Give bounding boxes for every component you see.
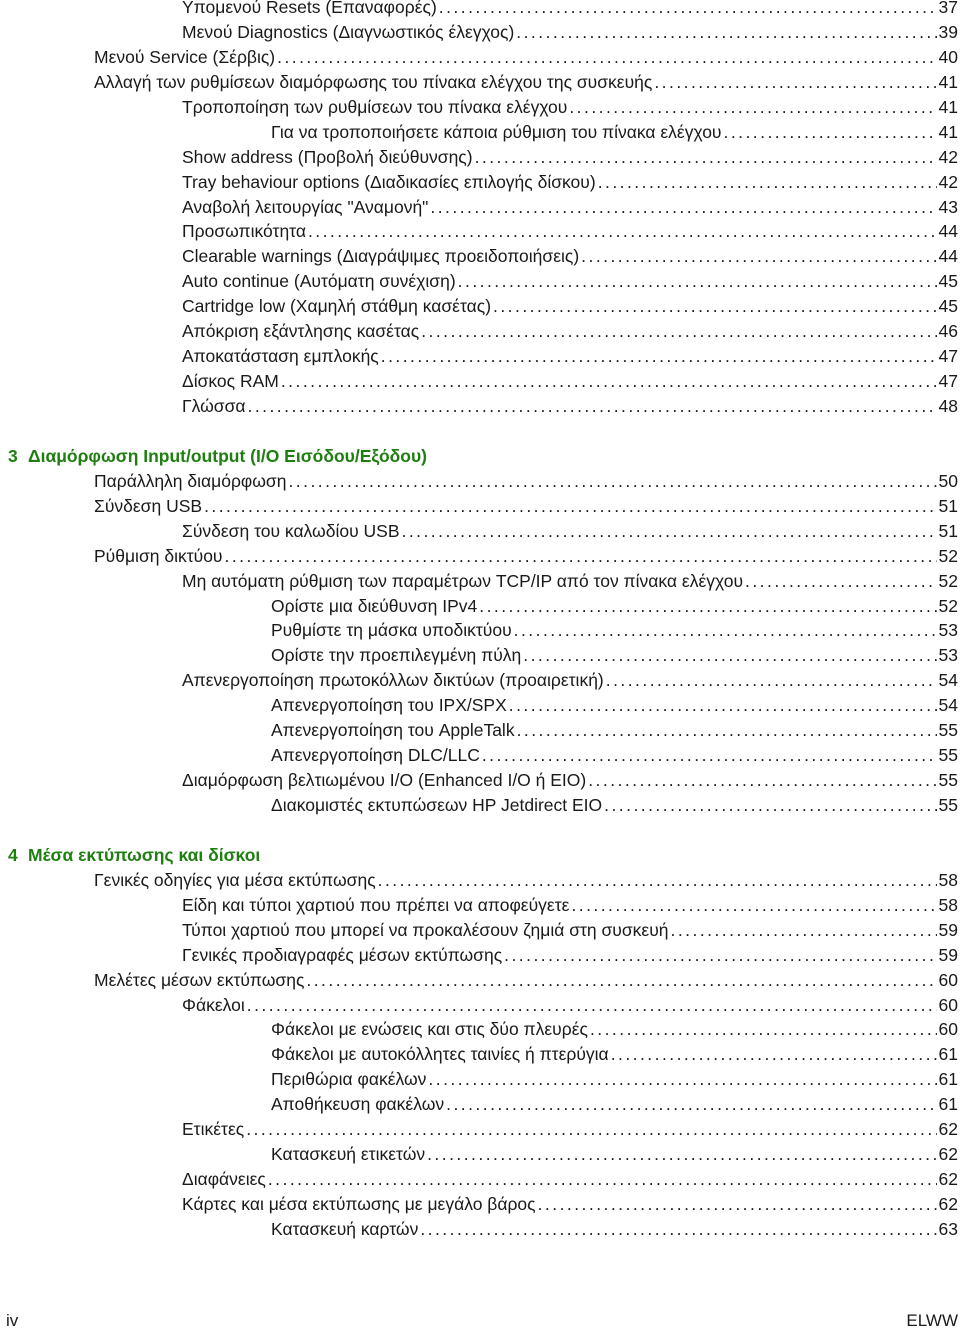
dot-leader — [430, 195, 936, 220]
toc-entry-page: 54 — [938, 670, 958, 691]
dot-leader — [378, 868, 937, 893]
section-gap — [0, 419, 960, 444]
dot-leader — [571, 893, 936, 918]
toc-entry-page: 62 — [938, 1169, 958, 1190]
toc-entry[interactable] — [0, 294, 960, 319]
toc-entry-page: 55 — [938, 795, 958, 815]
toc-entry-page: 62 — [938, 1194, 958, 1214]
toc-entry-title: Ρυθμίστε τη μάσκα υποδικτύου — [271, 620, 512, 641]
toc-entry-title: Κάρτες και μέσα εκτύπωσης με μεγάλο βάρος — [182, 1194, 536, 1214]
toc-entry[interactable] — [0, 718, 960, 743]
dot-leader — [479, 594, 936, 619]
toc-entry-title: Διαμόρφωση βελτιωμένου I/O (Enhanced I/O ή EIO) — [182, 770, 587, 791]
toc-entry[interactable] — [0, 893, 960, 918]
toc-entry[interactable] — [0, 1042, 960, 1067]
toc-entry-page: 61 — [938, 1069, 958, 1090]
toc-entry[interactable] — [0, 544, 960, 569]
toc-entry[interactable] — [0, 569, 960, 594]
toc-entry[interactable] — [0, 494, 960, 519]
toc-entry[interactable] — [0, 369, 960, 394]
toc-entry-page: 45 — [938, 296, 958, 317]
dot-leader — [225, 544, 937, 569]
toc-entry-title: Απενεργοποίηση του IPX/SPX — [271, 695, 507, 716]
toc-entry-page: 39 — [938, 21, 958, 42]
dot-leader — [306, 968, 936, 993]
chapter-heading[interactable] — [0, 444, 960, 469]
toc-entry-page: 55 — [938, 720, 958, 741]
toc-entry[interactable] — [0, 968, 960, 993]
toc-entry-title: Γλώσσα — [182, 396, 246, 416]
toc-entry[interactable] — [0, 195, 960, 220]
chapter-title: Μέσα εκτύπωσης και δίσκοι — [28, 844, 261, 865]
toc-entry[interactable] — [0, 1067, 960, 1092]
toc-entry-title: Είδη και τύποι χαρτιού που πρέπει να αποφεύγετε — [182, 894, 570, 915]
toc-entry[interactable] — [0, 45, 960, 70]
dot-leader — [482, 743, 937, 768]
toc-entry[interactable] — [0, 20, 960, 45]
chapter-number: 3 — [8, 445, 18, 466]
toc-entry-page: 41 — [938, 96, 958, 117]
toc-entry-page: 45 — [938, 271, 958, 292]
toc-entry[interactable] — [0, 244, 960, 269]
dot-leader — [402, 519, 937, 544]
toc-entry-page: 43 — [938, 196, 958, 217]
toc-entry-title: Δίσκος RAM — [182, 371, 279, 392]
toc-entry-page: 61 — [938, 1094, 958, 1115]
toc-entry[interactable] — [0, 120, 960, 145]
dot-leader — [420, 1217, 936, 1242]
dot-leader — [446, 1092, 936, 1117]
toc-entry-page: 47 — [938, 371, 958, 392]
toc-entry-title: Φάκελοι — [182, 994, 245, 1015]
toc-entry[interactable] — [0, 1017, 960, 1042]
toc-entry-title: Παράλληλη διαμόρφωση — [94, 470, 287, 491]
toc-entry-title: Γενικές προδιαγραφές μέσων εκτύπωσης — [182, 944, 503, 965]
toc-entry-page: 42 — [938, 171, 958, 192]
toc-entry[interactable] — [0, 768, 960, 793]
dot-leader — [569, 95, 936, 120]
toc-entry[interactable] — [0, 1192, 960, 1217]
toc-entry-title: Απενεργοποίηση του AppleTalk — [271, 720, 515, 741]
page-footer — [0, 1310, 960, 1332]
toc-entry-title: Αποκατάσταση εμπλοκής — [182, 346, 379, 367]
toc-entry-page: 53 — [938, 645, 958, 666]
dot-leader — [421, 319, 936, 344]
dot-leader — [671, 918, 937, 943]
toc-entry[interactable] — [0, 95, 960, 120]
toc-entry-title: Κατασκευή ετικετών — [271, 1144, 426, 1165]
toc-entry-title: Γενικές οδηγίες για μέσα εκτύπωσης — [94, 869, 376, 890]
section-gap — [0, 818, 960, 843]
toc-entry-title: Show address (Προβολή διεύθυνσης) — [182, 146, 473, 167]
toc-entry-page: 51 — [938, 520, 958, 541]
toc-entry-title: Μενού Diagnostics (Διαγνωστικός έλεγχος) — [182, 21, 515, 42]
dot-leader — [590, 1017, 937, 1042]
toc-entry-page: 55 — [938, 770, 958, 791]
dot-leader — [611, 1042, 937, 1067]
toc-entry-title: Μελέτες μέσων εκτύπωσης — [94, 969, 305, 990]
toc-entry[interactable] — [0, 918, 960, 943]
dot-leader — [581, 244, 936, 269]
toc-entry-title: Τύποι χαρτιού που μπορεί να προκαλέσουν ζημιά στη συσκευή — [182, 919, 669, 940]
toc-entry[interactable] — [0, 145, 960, 170]
toc-entry[interactable] — [0, 1092, 960, 1117]
toc-entry[interactable] — [0, 1142, 960, 1167]
toc-entry-title: Ορίστε μια διεύθυνση IPv4 — [271, 595, 478, 616]
toc-entry[interactable] — [0, 1217, 960, 1242]
toc-entry[interactable] — [0, 643, 960, 668]
toc-entry-title: Κατασκευή καρτών — [271, 1218, 419, 1239]
chapter-title: Διαμόρφωση Input/output (I/O Εισόδου/Εξόδου) — [28, 445, 427, 466]
toc-entry-title: Απενεργοποίηση πρωτοκόλλων δικτύων (προαιρετική) — [182, 670, 604, 691]
toc-entry-title: Μενού Service (Σέρβις) — [94, 46, 276, 67]
dot-leader — [745, 569, 937, 594]
toc-entry[interactable] — [0, 793, 960, 818]
toc-entry-page: 62 — [938, 1119, 958, 1140]
toc-entry[interactable] — [0, 269, 960, 294]
toc-entry[interactable] — [0, 344, 960, 369]
dot-leader — [538, 1192, 937, 1217]
toc-entry-page: 37 — [938, 0, 958, 17]
toc-entry-title: Αναβολή λειτουργίας "Αναμονή" — [182, 196, 429, 217]
chapter-heading[interactable] — [0, 843, 960, 868]
toc-entry[interactable] — [0, 943, 960, 968]
toc-entry[interactable] — [0, 1167, 960, 1192]
toc-entry-page: 52 — [938, 595, 958, 616]
toc-entry[interactable] — [0, 469, 960, 494]
toc-entry-page: 55 — [938, 745, 958, 766]
toc-entry-title: Απενεργοποίηση DLC/LLC — [271, 745, 480, 766]
toc-entry-page: 44 — [938, 221, 958, 242]
dot-leader — [288, 469, 936, 494]
toc-entry[interactable] — [0, 993, 960, 1018]
toc-entry-page: 61 — [938, 1044, 958, 1065]
dot-leader — [509, 693, 937, 718]
toc-entry-title: Προσωπικότητα — [182, 221, 306, 242]
dot-leader — [277, 45, 936, 70]
dot-leader — [458, 269, 937, 294]
toc-entry-page: 62 — [938, 1144, 958, 1165]
toc-entry-title: Μη αυτόματη ρύθμιση των παραμέτρων TCP/IP από τον πίνακα ελέγχου — [182, 570, 744, 591]
dot-leader — [724, 120, 937, 145]
dot-leader — [604, 793, 936, 818]
toc-entry-page: 59 — [938, 919, 958, 940]
dot-leader — [246, 1117, 936, 1142]
toc-entry[interactable] — [0, 618, 960, 643]
toc-entry-title: Ετικέτες — [182, 1119, 245, 1140]
dot-leader — [588, 768, 936, 793]
toc-entry[interactable] — [0, 170, 960, 195]
dot-leader — [523, 643, 936, 668]
toc-entry-page: 50 — [938, 470, 958, 491]
toc-entry[interactable] — [0, 70, 960, 95]
dot-leader — [439, 0, 937, 20]
dot-leader — [281, 369, 937, 394]
toc-entry[interactable] — [0, 519, 960, 544]
dot-leader — [598, 170, 937, 195]
toc-entry-page: 44 — [938, 246, 958, 267]
toc-entry-page: 60 — [938, 1019, 958, 1040]
toc-entry-title: Auto continue (Αυτόματη συνέχιση) — [182, 271, 456, 292]
toc-entry-page: 59 — [938, 944, 958, 965]
toc-entry-page: 52 — [938, 545, 958, 566]
toc-entry-title: Για να τροποποιήσετε κάποια ρύθμιση του πίνακα ελέγχου — [271, 121, 722, 142]
dot-leader — [517, 718, 937, 743]
dot-leader — [654, 70, 936, 95]
toc-entry[interactable] — [0, 668, 960, 693]
toc-entry-title: Φάκελοι με αυτοκόλλητες ταινίες ή πτερύγια — [271, 1044, 609, 1065]
toc-entry-title: Ορίστε την προεπιλεγμένη πύλη — [271, 645, 522, 666]
toc-entry-title: Διαφάνειες — [182, 1169, 266, 1190]
toc-entry[interactable] — [0, 394, 960, 419]
dot-leader — [606, 668, 937, 693]
dot-leader — [427, 1142, 936, 1167]
toc-entry-page: 51 — [938, 495, 958, 516]
toc-entry[interactable] — [0, 594, 960, 619]
dot-leader — [504, 943, 936, 968]
toc-entry-title: Αποθήκευση φακέλων — [271, 1094, 445, 1115]
toc-entry-title: Tray behaviour options (Διαδικασίες επιλογής δίσκου) — [182, 171, 596, 192]
toc-entry[interactable] — [0, 0, 960, 20]
toc-entry-page: 58 — [938, 869, 958, 890]
toc-entry-page: 40 — [938, 46, 958, 67]
toc-entry[interactable] — [0, 219, 960, 244]
toc-entry-title: Αλλαγή των ρυθμίσεων διαμόρφωσης του πίνακα ελέγχου της συσκευής — [94, 71, 653, 92]
toc-entry-title: Διακομιστές εκτυπώσεων HP Jetdirect EIO — [271, 795, 603, 815]
document-code: ELWW — [906, 1311, 958, 1330]
toc-entry-page: 46 — [938, 321, 958, 342]
dot-leader — [493, 294, 937, 319]
dot-leader — [428, 1067, 936, 1092]
toc-entry[interactable] — [0, 743, 960, 768]
toc-entry-title: Απόκριση εξάντλησης κασέτας — [182, 321, 420, 342]
toc-entry-title: Cartridge low (Χαμηλή στάθμη κασέτας) — [182, 296, 492, 317]
toc-entry-title: Σύνδεση του καλωδίου USB — [182, 520, 400, 541]
toc-entry-title: Περιθώρια φακέλων — [271, 1069, 427, 1090]
toc-entry-title: Υπομενού Resets (Επαναφορές) — [182, 0, 437, 17]
toc-entry-title: Ρύθμιση δικτύου — [94, 545, 223, 566]
toc-entry-page: 63 — [938, 1218, 958, 1239]
toc-entry-page: 41 — [938, 71, 958, 92]
toc-entry[interactable] — [0, 1117, 960, 1142]
dot-leader — [475, 145, 937, 170]
toc-entry-title: Φάκελοι με ενώσεις και στις δύο πλευρές — [271, 1019, 588, 1040]
dot-leader — [268, 1167, 937, 1192]
toc-entry-page: 52 — [938, 570, 958, 591]
toc-entry-page: 60 — [938, 994, 958, 1015]
toc-entry-title: Σύνδεση USB — [94, 495, 203, 516]
toc-entry-page: 41 — [938, 121, 958, 142]
dot-leader — [247, 993, 937, 1018]
dot-leader — [308, 219, 937, 244]
toc-entry-page: 48 — [938, 396, 958, 416]
toc-entry-title: Τροποποίηση των ρυθμίσεων του πίνακα ελέγχου — [182, 96, 568, 117]
toc-entry-page: 42 — [938, 146, 958, 167]
toc-entry-title: Clearable warnings (Διαγράψιμες προειδοποιήσεις) — [182, 246, 580, 267]
toc-entry[interactable] — [0, 319, 960, 344]
toc-entry-page: 54 — [938, 695, 958, 716]
toc-entry[interactable] — [0, 693, 960, 718]
toc-entry[interactable] — [0, 868, 960, 893]
dot-leader — [516, 20, 936, 45]
toc-entry-page: 53 — [938, 620, 958, 641]
dot-leader — [204, 494, 936, 519]
toc-entry-page: 60 — [938, 969, 958, 990]
toc-entry-page: 47 — [938, 346, 958, 367]
chapter-number: 4 — [8, 844, 18, 865]
page-number: iv — [6, 1311, 19, 1330]
dot-leader — [248, 394, 937, 419]
dot-leader — [514, 618, 937, 643]
dot-leader — [381, 344, 937, 369]
toc-entry-page: 58 — [938, 894, 958, 915]
